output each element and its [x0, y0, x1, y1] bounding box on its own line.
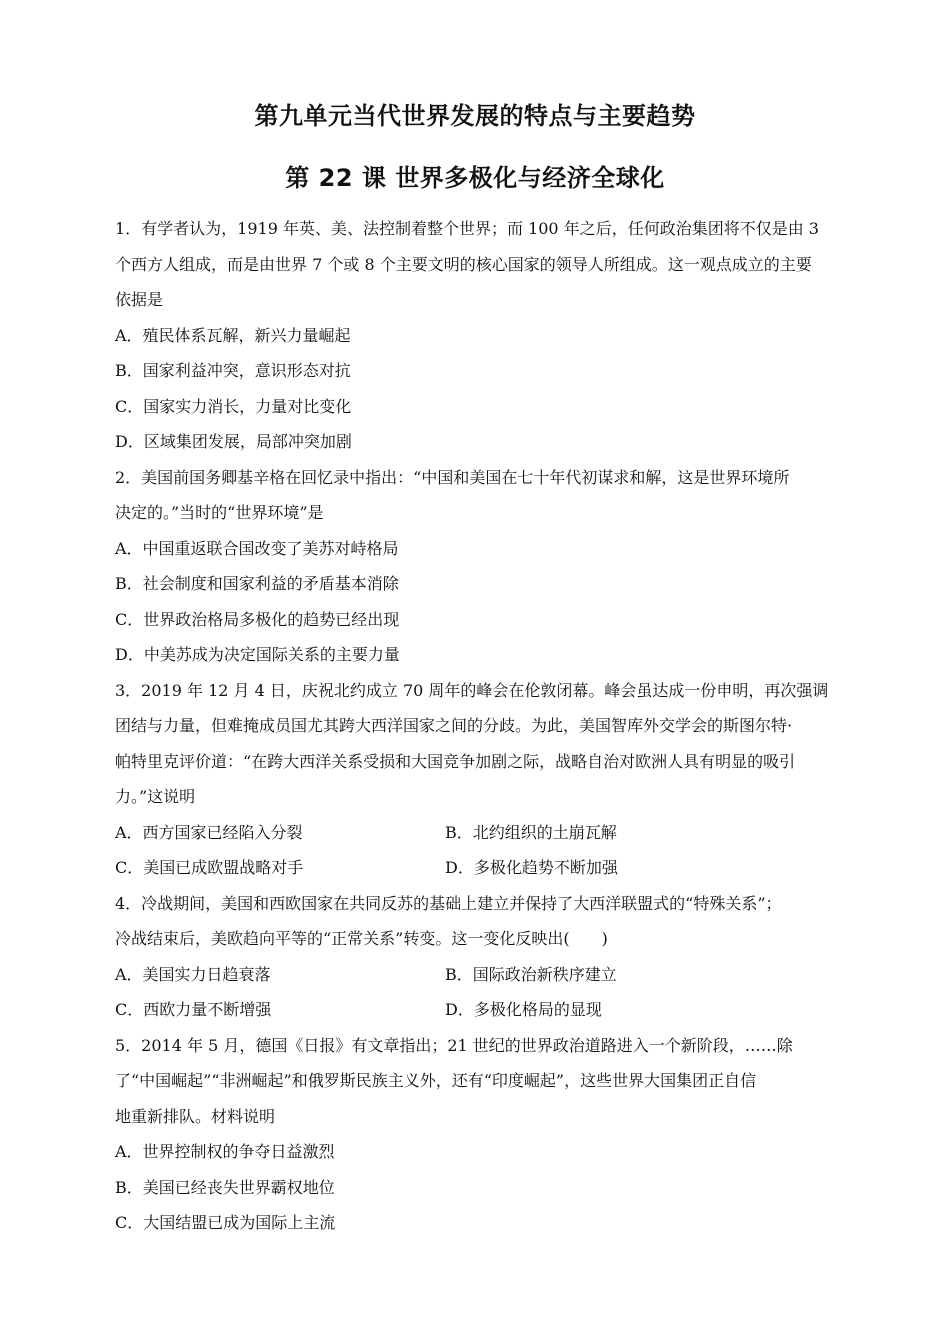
question-list: [115, 216, 837, 1246]
option-a: A．西方国家已经陷入分裂: [115, 822, 303, 842]
option-row: [115, 962, 837, 998]
question-stem-line: 个西方人组成，而是由世界 7 个或 8 个主要文明的核心国家的领导人所组成。这一观点成立的主要: [115, 254, 812, 274]
option-d: D．区域集团发展，局部冲突加剧: [115, 432, 352, 451]
question-5: [115, 1033, 837, 1246]
question-2: [115, 465, 837, 678]
question-stem-line: 帕特里克评价道：“在跨大西洋关系受损和大国竞争加剧之际，战略自治对欧洲人具有明显的吸引: [115, 751, 796, 771]
question-stem-line: 了“中国崛起”“非洲崛起”和俄罗斯民族主义外，还有“印度崛起”，这些世界大国集团正自信: [115, 1071, 757, 1090]
option-b: B．北约组织的土崩瓦解: [445, 822, 617, 842]
question-3: [115, 678, 837, 891]
option-b: B．国家利益冲突，意识形态对抗: [115, 361, 351, 380]
option-d: D．中美苏成为决定国际关系的主要力量: [115, 645, 400, 664]
option-d: D．多极化格局的显现: [445, 1000, 602, 1019]
unit-title: 第九单元当代世界发展的特点与主要趋势: [254, 102, 696, 130]
question-stem-line: 4．冷战期间，美国和西欧国家在共同反苏的基础上建立并保持了大西洋联盟式的“特殊关系”；: [115, 893, 782, 913]
option-b: B．美国已经丧失世界霸权地位: [115, 1177, 335, 1197]
question-stem-line: 团结与力量，但难掩成员国尤其跨大西洋国家之间的分歧。为此，美国智库外交学会的斯图尔特·: [115, 716, 793, 735]
question-1: [115, 216, 837, 465]
option-c: C．西欧力量不断增强: [115, 1000, 272, 1019]
option-c: C．美国已成欧盟战略对手: [115, 858, 304, 877]
question-stem-line: 依据是: [115, 290, 164, 309]
question-stem-line: 1．有学者认为，1919 年英、美、法控制着整个世界；而 100 年之后，任何政治集团将不仅是由 3: [115, 219, 819, 238]
lesson-title: 第 22 课 世界多极化与经济全球化: [285, 164, 665, 192]
question-stem-line: 3．2019 年 12 月 4 日，庆祝北约成立 70 周年的峰会在伦敦闭幕。峰会虽达成一份申明，再次强调: [115, 680, 829, 700]
option-a: A．美国实力日趋衰落: [115, 964, 271, 984]
option-a: A．殖民体系瓦解，新兴力量崛起: [115, 325, 351, 345]
option-d: D．多极化趋势不断加强: [445, 858, 618, 877]
option-a: A．中国重返联合国改变了美苏对峙格局: [115, 538, 399, 558]
option-row: [115, 855, 837, 891]
option-row: [115, 820, 837, 856]
option-a: A．世界控制权的争夺日益激烈: [115, 1142, 335, 1161]
option-c: C．大国结盟已成为国际上主流: [115, 1213, 336, 1232]
option-c: C．国家实力消长，力量对比变化: [115, 396, 352, 416]
question-stem-line: 决定的。”当时的“世界环境”是: [115, 503, 324, 522]
option-b: B．国际政治新秩序建立: [445, 964, 617, 984]
question-stem-line: 冷战结束后，美欧趋向平等的“正常关系”转变。这一变化反映出( ): [115, 929, 608, 948]
option-row: [115, 997, 837, 1033]
question-stem-line: 5．2014 年 5 月，德国《日报》有文章指出；21 世纪的世界政治道路进入一个新阶段，……除: [115, 1035, 793, 1055]
option-c: C．世界政治格局多极化的趋势已经出现: [115, 609, 400, 629]
option-b: B．社会制度和国家利益的矛盾基本消除: [115, 574, 399, 593]
question-stem-line: 地重新排队。材料说明: [115, 1106, 276, 1126]
question-4: [115, 891, 837, 1033]
question-stem-line: 力。”这说明: [115, 787, 196, 806]
question-stem-line: 2．美国前国务卿基辛格在回忆录中指出：“中国和美国在七十年代初谋求和解，这是世界环境所: [115, 467, 790, 487]
